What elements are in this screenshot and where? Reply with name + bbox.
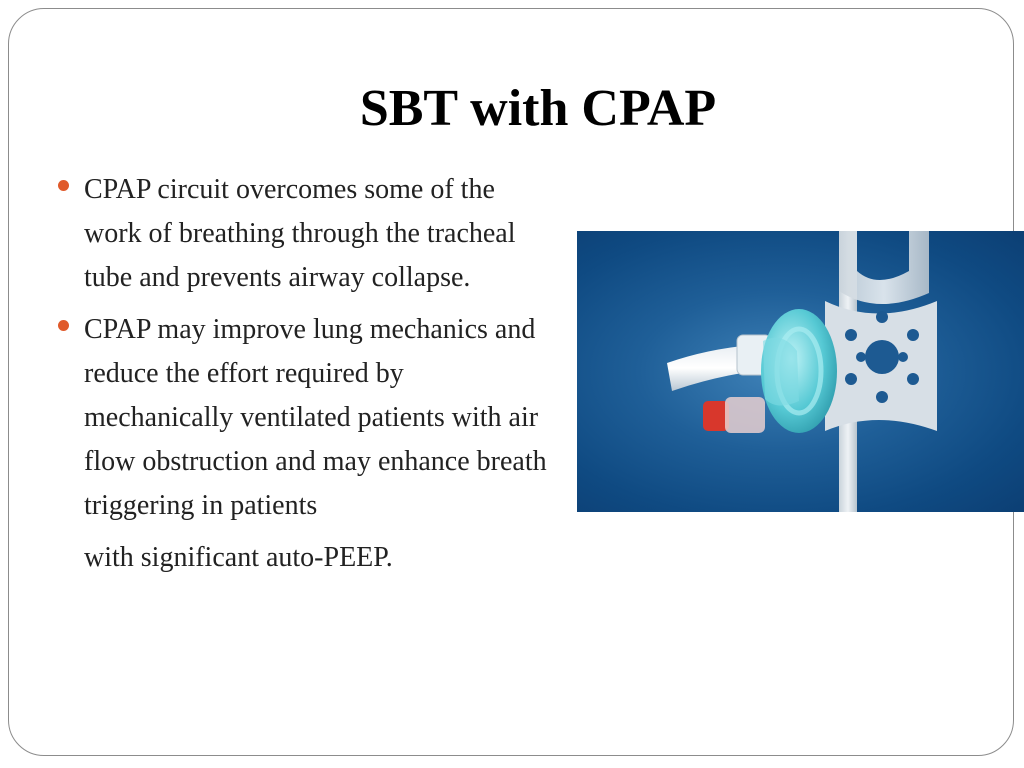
cpap-mask-illustration bbox=[577, 231, 1024, 512]
bullet-item bbox=[58, 168, 548, 300]
slide-body bbox=[58, 168, 548, 580]
bullet-text: CPAP may improve lung mechanics and reduce the effort required by mechanically ventilated patients with air flow obstruction and may enhance breath triggering in patients bbox=[84, 314, 547, 521]
bullet-dot-icon bbox=[58, 180, 69, 191]
slide-title: SBT with CPAP bbox=[359, 80, 717, 137]
bullet-text: CPAP circuit overcomes some of the work of breathing through the tracheal tube and prevents airway collapse. bbox=[84, 174, 516, 293]
bullet-continuation: with significant auto-PEEP. bbox=[84, 542, 393, 573]
bullet-item bbox=[58, 308, 548, 528]
bullet-dot-icon bbox=[58, 320, 69, 331]
cpap-mask-device-photo bbox=[577, 231, 1024, 512]
